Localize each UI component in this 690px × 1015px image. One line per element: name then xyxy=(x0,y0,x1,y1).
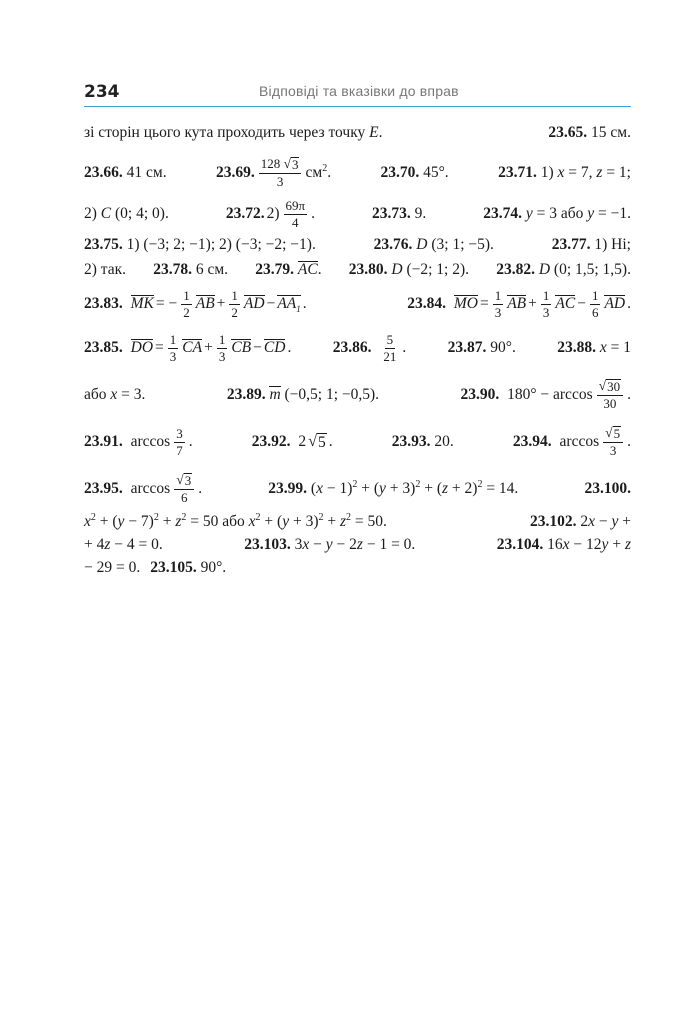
answer-number: 23.84. xyxy=(407,295,446,312)
vector: m xyxy=(269,386,281,403)
sqrt: √ 5 xyxy=(308,431,326,451)
answer-number: 23.71. xyxy=(498,164,537,181)
answer-number: 23.89. xyxy=(226,386,266,403)
text: 15 см. xyxy=(591,124,631,141)
fraction: $\frac{69\pi}{4}$ xyxy=(285,197,306,230)
answer-number: 23.76. xyxy=(373,236,413,253)
answer-number: 23.85. xyxy=(84,339,123,356)
answer-number: 23.65. xyxy=(548,124,588,141)
answer-number: 23.75. xyxy=(84,236,123,253)
answer-number: 23.91. xyxy=(84,433,123,450)
text: зі сторін цього кута проходить через точку xyxy=(84,124,370,141)
text: . xyxy=(378,124,383,141)
text-line: 2) C (0; 4; 0). 23.72. 2) $\frac{69\pi}{4}$ . 23.73. 9. 23.74. y = 3 або y = −1. xyxy=(84,197,631,230)
answer-number: 23.80. xyxy=(348,261,388,278)
answer-number: 23.78. xyxy=(153,261,192,278)
answer-number: 23.103. xyxy=(244,536,291,553)
fraction: $\frac{5}{21}$ xyxy=(383,331,397,364)
text-line: − 29 = 0. 23.105. 90°. xyxy=(84,559,227,576)
answer-number: 23.82. xyxy=(496,261,535,278)
vector: CA xyxy=(182,339,203,357)
answer-number: 23.99. xyxy=(268,480,308,497)
fraction: $\frac{1}{3}$ xyxy=(494,287,502,320)
text-line: $x^2 + (y - 7)^2 + z^2 = 50$ або $x^2 + (y + 3)^2 + z^2 = 50$. 23.102. 2x − y + xyxy=(84,511,631,530)
vector: MK xyxy=(130,295,154,313)
sqrt: √ 3 xyxy=(283,156,299,173)
fraction: √ 5 3 xyxy=(603,426,623,458)
running-title: Відповіді та вказівки до вправ xyxy=(259,83,459,99)
fraction: $\frac{1}{2}$ xyxy=(183,287,190,320)
vector: AB xyxy=(507,295,527,313)
answer-number: 23.105. xyxy=(150,559,197,576)
answer-number: 23.102. xyxy=(529,513,577,530)
vector: AD xyxy=(243,295,265,313)
answer-number: 23.73. xyxy=(371,205,411,222)
fraction: $\frac{1}{6}$ xyxy=(591,287,599,320)
text: 41 см. xyxy=(126,164,167,181)
vector: CD xyxy=(263,339,286,357)
answer-number: 23.92. xyxy=(251,432,291,450)
answer-number: 23.77. xyxy=(551,236,591,253)
answer-number: 23.94. xyxy=(512,433,552,450)
answer-number: 23.83. xyxy=(84,295,123,312)
answer-number: 23.88. xyxy=(557,339,596,356)
text-line: 23.95. arccos √ 3 6 . 23.99. $(x - 1)^2 + (y + 3)^2 + (z + 2)^2 = 14$. 23.100. xyxy=(84,472,631,506)
answer-number: 23.79. xyxy=(255,261,294,278)
sqrt: √ 30 xyxy=(598,378,621,395)
text-line: 23.91. arccos $\frac{3}{7}$ . 23.92. 2 √ 5 . 23.93. 20. 23.94. arccos √ 5 3 . xyxy=(84,425,631,459)
page-number: 234 xyxy=(84,82,120,102)
math-var: E xyxy=(369,124,379,141)
fraction: $\frac{1}{2}$ xyxy=(231,287,238,320)
text-line: 23.85. DO = $\frac{1}{3}$ CA + $\frac{1}{3}$ CB − CD . 23.86. $\frac{5}{21}$ . 23.87. 90°. 23.88. x = 1 xyxy=(84,331,631,364)
answer-number: 23.104. xyxy=(496,536,544,553)
fraction: √ 3 6 xyxy=(174,473,194,505)
fraction: 128 √ 3 3 xyxy=(259,157,302,189)
answer-number: 23.72. xyxy=(225,205,265,222)
fraction: $\frac{1}{3}$ xyxy=(542,287,550,320)
sqrt: √ 5 xyxy=(605,425,621,442)
text-line: 23.83. MK = − $\frac{1}{2}$ AB + $\frac{1}{2}$ AD − $AA_1$ . 23.84. MO = $\frac{1}{3}$ AB + $\frac{1}{3}$ AC − $\frac{1}{6}$ AD . xyxy=(84,287,631,320)
text-line: 2) так. 23.78. 6 см. 23.79. AC. 23.80. D (−2; 1; 2). 23.82. D (0; 1,5; 1,5). xyxy=(84,261,631,278)
vector: $AA_1$ xyxy=(277,295,301,315)
answer-number: 23.93. xyxy=(391,433,431,450)
vector: AC xyxy=(297,261,318,278)
vector: AB xyxy=(195,295,215,313)
answer-number: 23.69. xyxy=(215,164,255,181)
fraction: $\frac{1}{3}$ xyxy=(169,331,177,364)
text-line: + 4z − 4 = 0. 23.103. 3x − y − 2z − 1 = 0. 23.104. 16x − 12y + z xyxy=(84,536,631,553)
fraction: $\frac{1}{3}$ xyxy=(218,331,226,364)
fraction: $\frac{3}{7}$ xyxy=(176,425,183,458)
page-header xyxy=(84,74,631,107)
vector: AC xyxy=(555,295,576,313)
answer-number: 23.100. xyxy=(584,480,631,497)
fraction: √ 30 30 xyxy=(597,379,624,411)
answer-number: 23.87. xyxy=(447,339,487,356)
vector: CB xyxy=(231,339,252,357)
answer-number: 23.95. xyxy=(84,480,123,497)
vector: AD xyxy=(604,295,626,313)
answer-number: 23.66. xyxy=(84,164,123,181)
answer-number: 23.70. xyxy=(380,164,420,181)
vector: MO xyxy=(453,295,478,313)
answer-number: 23.90. xyxy=(460,386,500,403)
sqrt: √ 3 xyxy=(176,472,192,489)
answer-number: 23.86. xyxy=(332,339,372,356)
answer-number: 23.74. xyxy=(483,205,522,222)
text-line: 23.66. 41 см. 23.69. 128 √ 3 3 $см^2$. 23.70. 45°. 23.71. 1) x = 7, z = 1; xyxy=(84,156,631,190)
text-line: або x = 3. 23.89. m (−0,5; 1; −0,5). 23.90. 180° − arccos √ 30 30 . xyxy=(84,378,631,412)
text-line xyxy=(84,124,631,142)
text-line: 23.75. 1) (−3; 2; −1); 2) (−3; −2; −1). 23.76. D (3; 1; −5). 23.77. 1) Ні; xyxy=(84,236,631,253)
vector: DO xyxy=(130,339,154,357)
